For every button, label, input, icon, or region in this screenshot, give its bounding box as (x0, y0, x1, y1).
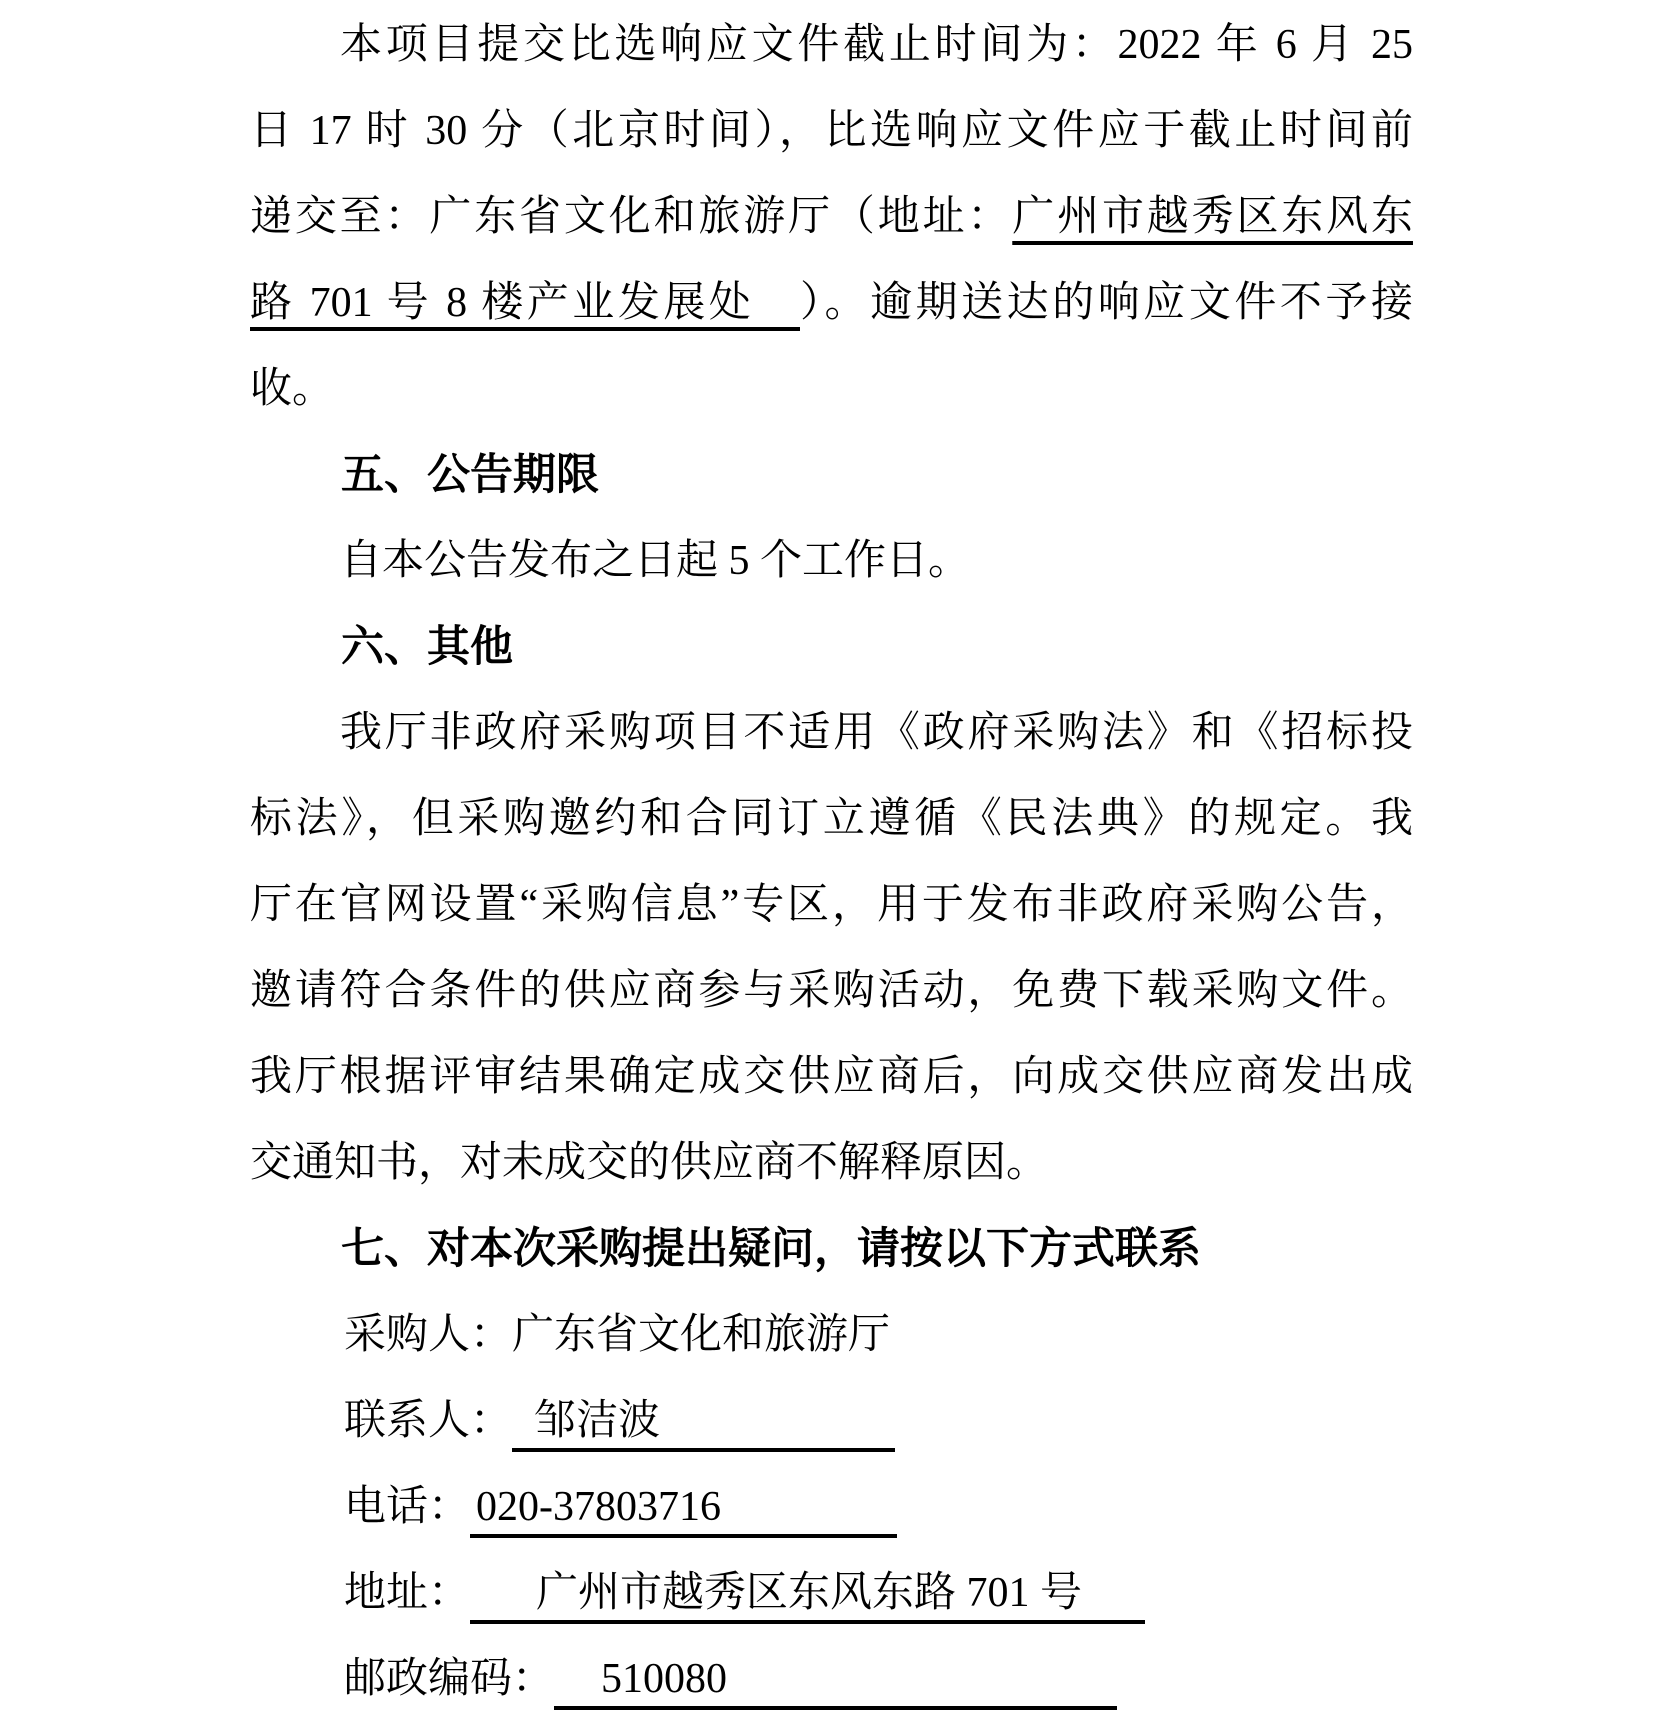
body-text: 我厅非政府采购项目不适用《政府采购法》和《招标投 (340, 710, 1413, 756)
paragraph-line (250, 2, 1413, 88)
heading-section-6: 六、其他 (341, 623, 513, 671)
contact-row-phone (250, 1464, 1413, 1550)
body-text: 我厅根据评审结果确定成交供应商后，向成交供应商发出成 (250, 1054, 1413, 1100)
underlined-address-part: 路 701 号 8 楼产业发展处 (250, 280, 800, 326)
paragraph-line (250, 862, 1413, 948)
address-label: 地址： (344, 1570, 471, 1616)
heading-section-7: 七、对本次采购提出疑问，请按以下方式联系 (341, 1225, 1201, 1273)
paragraph-line (250, 948, 1413, 1034)
paragraph-line (250, 174, 1413, 260)
paragraph-other (250, 690, 1413, 1206)
body-text: ）。逾期送达的响应文件不予接 (800, 280, 1413, 326)
paragraph-line (250, 776, 1413, 862)
postcode-label: 邮政编码： (344, 1656, 555, 1702)
body-text: 邀请符合条件的供应商参与采购活动，免费下载采购文件。 (250, 968, 1413, 1014)
contact-row-postcode (250, 1636, 1413, 1722)
phone-value: 020-37803716 (470, 1478, 897, 1538)
paragraph-notice-period: 自本公告发布之日起 5 个工作日。 (340, 538, 971, 584)
purchaser-label: 采购人： (344, 1312, 513, 1358)
paragraph-submission-deadline (250, 2, 1413, 432)
contact-row-purchaser (250, 1292, 1413, 1378)
paragraph-line (250, 88, 1413, 174)
paragraph-line (250, 346, 1413, 432)
postcode-value: 510080 (554, 1650, 1117, 1710)
paragraph-line (250, 1120, 1413, 1206)
body-text: 本项目提交比选响应文件截止时间为：2022 年 6 月 25 (340, 22, 1413, 68)
body-text: 递交至：广东省文化和旅游厅（地址： (250, 194, 1013, 240)
paragraph-line (250, 1034, 1413, 1120)
contact-row-person (250, 1378, 1413, 1464)
body-text: 交通知书，对未成交的供应商不解释原因。 (250, 1140, 1049, 1186)
contact-person-value: 邹洁波 (512, 1392, 895, 1452)
body-text: 厅在官网设置“采购信息”专区，用于发布非政府采购公告， (250, 882, 1413, 928)
phone-label: 电话： (344, 1484, 471, 1530)
heading-section-5: 五、公告期限 (341, 451, 599, 499)
purchaser-value: 广东省文化和旅游厅 (512, 1312, 891, 1358)
paragraph-line (250, 690, 1413, 776)
body-text: 标法》，但采购邀约和合同订立遵循《民法典》的规定。我 (250, 796, 1413, 842)
contact-row-address (250, 1550, 1413, 1636)
paragraph-line (250, 260, 1413, 346)
body-text: 日 17 时 30 分（北京时间），比选响应文件应于截止时间前 (250, 108, 1413, 154)
underlined-address-part: 广州市越秀区东风东 (1012, 194, 1413, 240)
contact-person-label: 联系人： (344, 1398, 513, 1444)
body-text: 收。 (250, 366, 335, 412)
address-value: 广州市越秀区东风东路 701 号 (470, 1564, 1145, 1624)
